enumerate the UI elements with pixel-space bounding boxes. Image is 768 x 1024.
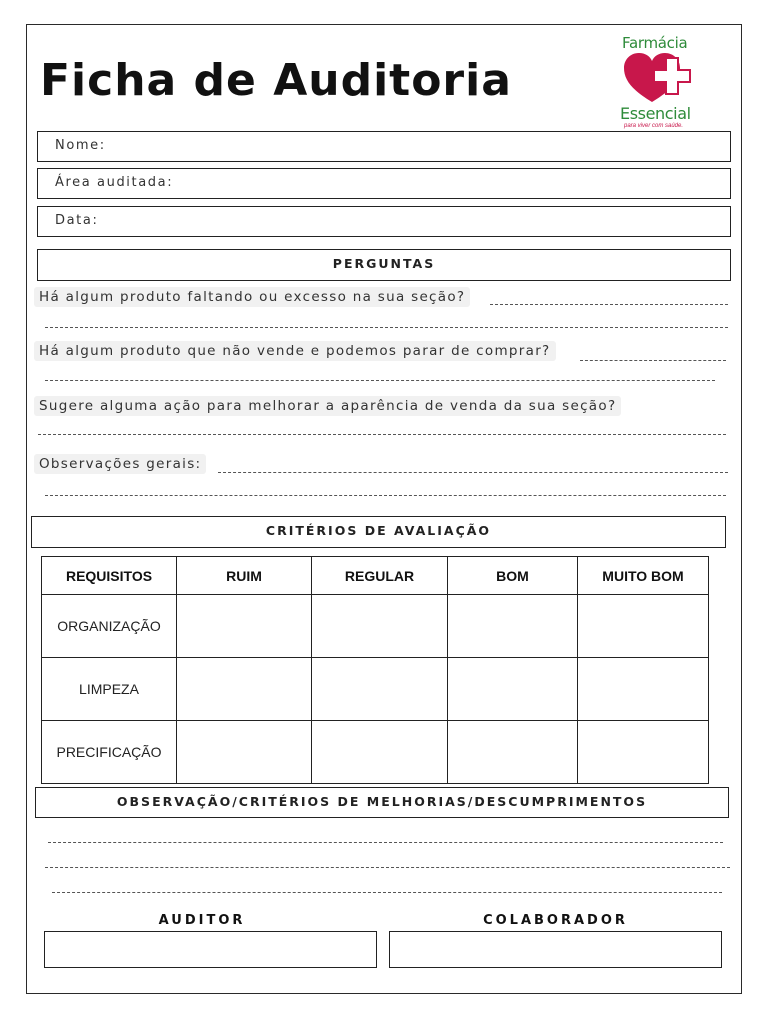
answer-line[interactable] [218, 472, 728, 473]
observation-line[interactable] [48, 842, 723, 843]
table-row [42, 595, 709, 658]
rating-cell[interactable] [177, 658, 312, 721]
logo-brand-bottom: Essencial [620, 104, 691, 123]
question-3: Sugere alguma ação para melhorar a aparência de venda da sua seção? [34, 396, 621, 416]
question-2: Há algum produto que não vende e podemos parar de comprar? [34, 341, 556, 361]
collaborator-label: COLABORADOR [483, 913, 628, 928]
logo-brand-top: Farmácia [622, 34, 688, 52]
rating-cell[interactable] [312, 721, 448, 784]
requirement-cell: LIMPEZA [42, 658, 177, 721]
area-field[interactable] [37, 168, 731, 199]
rating-cell[interactable] [578, 595, 709, 658]
requirement-cell: PRECIFICAÇÃO [42, 721, 177, 784]
rating-cell[interactable] [448, 721, 578, 784]
date-field[interactable] [37, 206, 731, 237]
answer-line[interactable] [580, 360, 726, 361]
rating-cell[interactable] [448, 658, 578, 721]
table-row [42, 721, 709, 784]
rating-cell[interactable] [578, 658, 709, 721]
questions-heading: PERGUNTAS [37, 249, 731, 281]
observations-heading: OBSERVAÇÃO/CRITÉRIOS DE MELHORIAS/DESCUMPRIMENTOS [35, 787, 729, 818]
company-logo [616, 32, 706, 132]
observation-line[interactable] [52, 892, 722, 893]
question-4: Observações gerais: [34, 454, 206, 474]
answer-line[interactable] [45, 327, 728, 328]
rating-cell[interactable] [448, 595, 578, 658]
name-label: Nome: [55, 138, 106, 153]
column-header: BOM [448, 557, 578, 595]
column-header: RUIM [177, 557, 312, 595]
auditor-signature-box[interactable] [44, 931, 377, 968]
heart-cross-icon [622, 52, 700, 104]
answer-line[interactable] [490, 304, 728, 305]
page-title: Ficha de Auditoria [40, 55, 512, 106]
auditor-label: AUDITOR [158, 913, 246, 928]
criteria-heading: CRITÉRIOS DE AVALIAÇÃO [31, 516, 726, 548]
criteria-table [41, 556, 709, 784]
column-header: REGULAR [312, 557, 448, 595]
rating-cell[interactable] [312, 658, 448, 721]
answer-line[interactable] [38, 434, 726, 435]
question-1: Há algum produto faltando ou excesso na sua seção? [34, 287, 470, 307]
rating-cell[interactable] [578, 721, 709, 784]
logo-tagline: para viver com saúde. [624, 123, 684, 129]
name-field[interactable] [37, 131, 731, 162]
rating-cell[interactable] [177, 721, 312, 784]
requirement-cell: ORGANIZAÇÃO [42, 595, 177, 658]
rating-cell[interactable] [312, 595, 448, 658]
table-header-row [42, 557, 709, 595]
column-header: MUITO BOM [578, 557, 709, 595]
answer-line[interactable] [45, 380, 715, 381]
date-label: Data: [55, 213, 99, 228]
collaborator-signature-box[interactable] [389, 931, 722, 968]
column-header: REQUISITOS [42, 557, 177, 595]
rating-cell[interactable] [177, 595, 312, 658]
area-label: Área auditada: [55, 175, 174, 190]
observation-line[interactable] [45, 867, 730, 868]
answer-line[interactable] [45, 495, 726, 496]
table-row [42, 658, 709, 721]
